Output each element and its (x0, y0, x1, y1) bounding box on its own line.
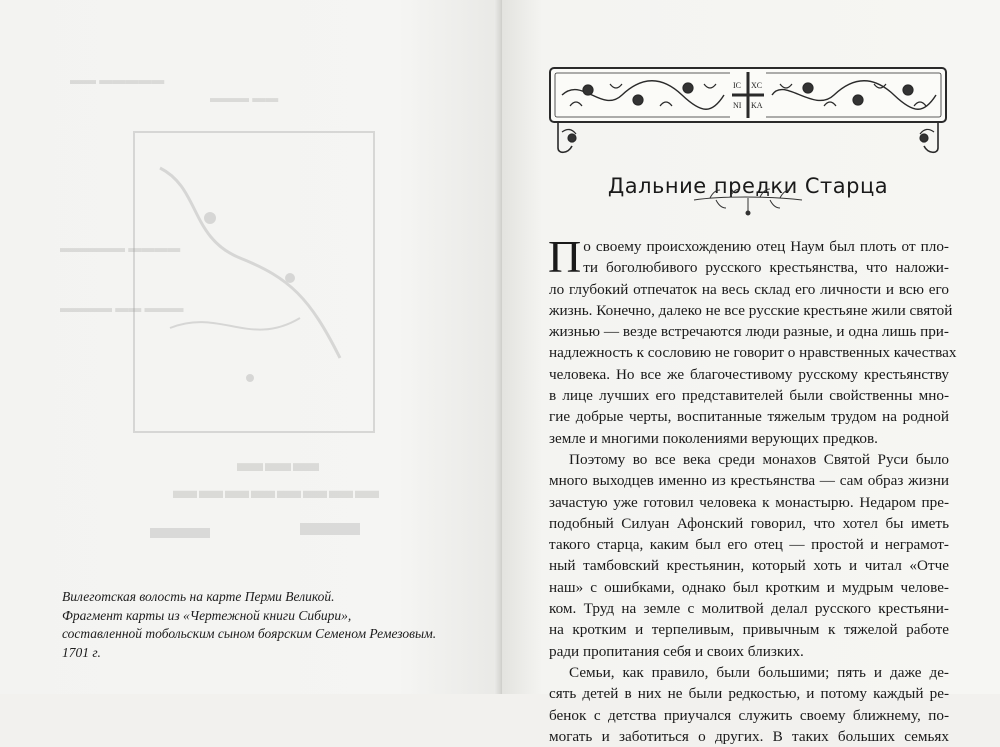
bleed-through-text: ▬▬ ▬▬▬▬▬ (70, 72, 165, 87)
text-line: жизнью — везде встречаются люди разные, и одна лишь при- (549, 323, 949, 341)
body-text (548, 231, 957, 747)
text-line: наш» с ошибками, однако был кротким и мудрым челове- (549, 578, 949, 596)
text-line: зачастую уже готовил человека к монастырю. Недаром пре- (549, 493, 949, 511)
text-line: могать и заботиться о других. В таких больших семьях (549, 727, 949, 745)
drop-cap: П (548, 231, 582, 282)
monogram-ka: KA (751, 101, 763, 110)
text-line: ти боголюбивого русского крестьянства, что наложи- (583, 259, 949, 277)
text-line: такого старца, каким был его отец — простой и неграмот- (549, 536, 949, 554)
text-line: Поэтому во все века среди монахов Святой Руси было (569, 450, 949, 468)
text-line: надлежность к сословию не говорит о нравственных качествах (549, 344, 957, 362)
monogram-ni: NI (733, 101, 742, 110)
paragraph-2 (549, 449, 949, 662)
text-line: ный тамбовский крестьянин, который хоть и читал «Отче (549, 557, 949, 575)
text-line: ком. Труд на земле с молитвой делал русского крестьяни- (549, 600, 949, 618)
text-line: на кротким и терпеливым, привычным к тяжелой работе (549, 621, 949, 639)
text-line: сять детей в них не были редкостью, и потому каждый ре- (549, 685, 949, 703)
text-line: ради пропитания себя и своих близких. (549, 642, 804, 660)
bleed-through-text: ▬▬▬▬▬ ▬▬▬▬ (60, 240, 181, 255)
monogram-xc: XC (751, 81, 763, 90)
monogram-ic: IC (733, 81, 741, 90)
left-page (0, 0, 498, 694)
text-line: о своему происхождению отец Наум был плоть от пло- (583, 238, 949, 255)
sprig-ornament (690, 186, 806, 216)
bleed-through-text: ▬▬▬ ▬▬ (210, 90, 279, 105)
text-line: жизнь. Конечно, далеко не все русские крестьяне жили святой (549, 301, 953, 319)
text-line: человека. Но все же благочестивому русскому крестьянству (549, 365, 949, 383)
bleed-through-subheading: ▬▬▬▬▬▬▬▬ (171, 478, 379, 504)
text-line: гие добрые черты, воспитанные тяжелым трудом на родной (549, 408, 949, 426)
caption-line: составленной тобольским сыном боярским Семеном Ремезовым. (62, 626, 437, 641)
paragraph-1 (548, 231, 957, 449)
headpiece-ornament (548, 66, 948, 162)
caption-line: 1701 г. (62, 644, 101, 660)
caption-line: Фрагмент карты из «Чертежной книги Сибири», (62, 607, 352, 623)
caption-line: Вилеготская волость на карте Перми Великой. (62, 589, 335, 604)
text-line: земле и многими поколениями верующих предков. (549, 429, 878, 447)
paragraph-3 (549, 662, 949, 747)
bleed-through-heading: ▬▬▬ (235, 448, 319, 477)
text-line: бенок с детства приучался служить своему ближнему, по- (549, 706, 949, 724)
text-line: ло глубокий отпечаток на весь склад его личности и всю его (549, 280, 949, 298)
text-line: Семьи, как правило, были большими; пять и даже де- (569, 663, 949, 681)
chapter-title: Дальние предки Старца (607, 174, 889, 199)
text-line: много выходцев именно из крестьянства — сам образ жизни (549, 472, 949, 490)
text-line: в лице лучших его представителей были свойственны мно- (549, 387, 949, 405)
bleed-through-text: ▬▬▬▬ ▬▬ ▬▬▬ (60, 300, 184, 315)
text-line: подобный Силуан Афонский говорил, что хотел бы иметь (549, 514, 949, 532)
image-caption (62, 588, 482, 662)
